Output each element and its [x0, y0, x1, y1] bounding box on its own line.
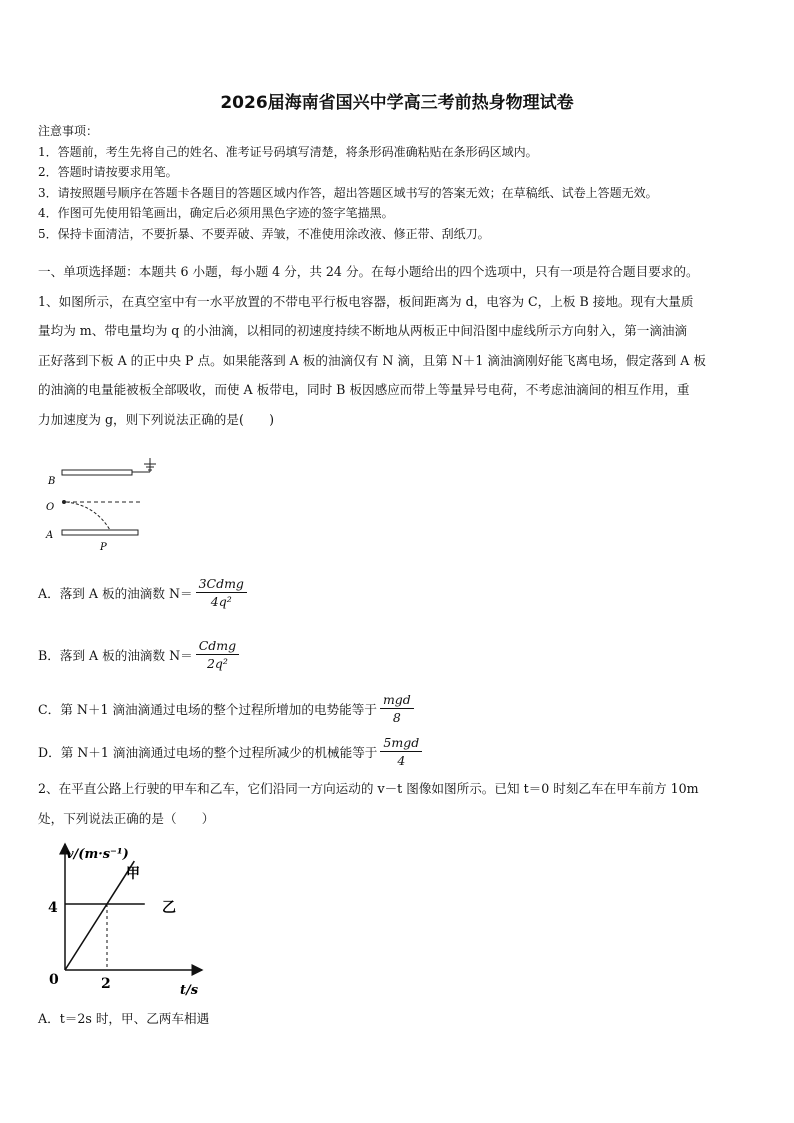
q1-option-b-fraction [196, 638, 239, 671]
q1-line-4: 的油滴的电量能被板全部吸收，而使 A 板带电，同时 B 板因感应而带上等量异号电荷，不考虑油滴间的相互作用，重 [38, 382, 690, 397]
vt-graph [40, 838, 220, 998]
series-label-yi: 乙 [162, 900, 176, 916]
q1-option-a-numerator: 3Cdmg [196, 576, 247, 593]
q1-option-a-denominator: 4q² [210, 594, 232, 609]
q1-option-b-text: B．落到 A 板的油滴数 N＝ [38, 648, 193, 663]
capacitor-figure [40, 450, 180, 560]
notice-block [38, 121, 768, 244]
q1-option-b [38, 638, 239, 671]
figure-label-p: P [100, 542, 107, 553]
figure-label-o: O [46, 502, 55, 513]
series-label-jia: 甲 [126, 866, 140, 882]
q1-option-d-denominator: 4 [397, 753, 406, 768]
question-2-block [38, 774, 760, 833]
q1-option-d-text: D．第 N＋1 滴油滴通过电场的整个过程所减少的机械能等于 [38, 745, 378, 760]
q1-option-c-fraction [380, 692, 414, 725]
section-header: 一、单项选择题：本题共 6 小题，每小题 4 分，共 24 分。在每小题给出的四个选项中，只有一项是符合题目要求的。 [38, 264, 699, 279]
q1-option-a-text: A．落到 A 板的油滴数 N＝ [38, 586, 193, 601]
q2-line-2: 处，下列说法正确的是（ ） [38, 810, 215, 826]
q1-option-d [38, 735, 422, 768]
q1-option-a [38, 576, 247, 609]
q2-option-a: A．t＝2s 时，甲、乙两车相遇 [38, 1011, 210, 1026]
x-axis-label: t/s [180, 983, 199, 998]
series-line-jia [65, 861, 134, 970]
question-1-block [38, 257, 760, 434]
notice-item-2: 2．答题时请按要求用笔。 [38, 165, 178, 179]
q1-option-c [38, 692, 414, 725]
notice-item-3: 3．请按照题号顺序在答题卡各题目的答题区域内作答，超出答题区域书写的答案无效；在草稿纸、试卷上答题无效。 [38, 185, 658, 200]
y-axis-label: v/(m·s⁻¹) [66, 847, 129, 862]
q1-option-c-numerator: mgd [380, 692, 414, 709]
q2-line-1: 2、在平直公路上行驶的甲车和乙车，它们沿同一方向运动的 v－t 图像如图所示。已知 t＝0 时刻乙车在甲车前方 10m [38, 781, 699, 796]
notice-item-1: 1．答题前，考生先将自己的姓名、准考证号码填写清楚，将条形码准确粘贴在条形码区域内。 [38, 144, 538, 159]
q1-option-d-fraction [380, 735, 422, 768]
q1-option-a-fraction [196, 576, 247, 609]
notice-item-4: 4．作图可先使用铅笔画出，确定后必须用黑色字迹的签字笔描黑。 [38, 206, 394, 220]
q1-line-1: 1、如图所示，在真空室中有一水平放置的不带电平行板电容器，板间距离为 d，电容为 C，上板 B 接地。现有大量质 [38, 293, 694, 309]
q1-option-c-text: C．第 N＋1 滴油滴通过电场的整个过程所增加的电势能等于 [38, 702, 377, 717]
notice-item-5: 5．保持卡面清洁，不要折暴、不要弄破、弄皱，不准使用涂改液、修正带、刮纸刀。 [38, 226, 490, 241]
page-title: 2026届海南省国兴中学高三考前热身物理试卷 [220, 93, 574, 113]
figure-label-a: A [46, 530, 54, 541]
q1-line-3: 正好落到下板 A 的正中央 P 点。如果能落到 A 板的油滴仅有 N 滴，且第 N＋1 滴油滴刚好能飞离电场，假定落到 A 板 [38, 352, 706, 368]
notice-heading: 注意事项： [38, 124, 99, 138]
x-tick-label: 2 [101, 976, 111, 992]
q1-option-c-denominator: 8 [392, 710, 401, 725]
q1-option-d-numerator: 5mgd [380, 735, 422, 752]
q1-line-2: 量均为 m、带电量均为 q 的小油滴，以相同的初速度持续不断地从两板正中间沿图中虚线所示方向射入，第一滴油滴 [38, 323, 688, 338]
q1-line-5: 力加速度为 g，则下列说法正确的是( ) [38, 411, 274, 427]
q1-option-b-numerator: Cdmg [196, 638, 239, 655]
origin-label: 0 [49, 972, 59, 988]
q1-option-b-denominator: 2q² [206, 656, 228, 671]
y-tick-label: 4 [48, 900, 58, 916]
figure-label-b: B [48, 476, 56, 487]
